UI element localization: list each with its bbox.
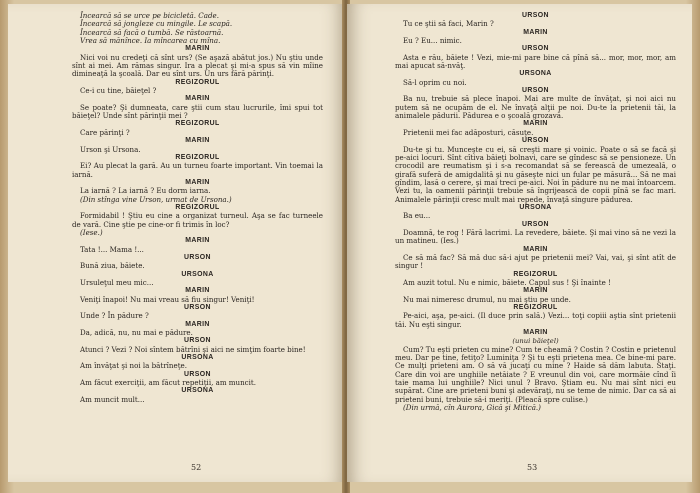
dialogue-line: Ba nu, trebuie să plece înapoi. Mai are multe de învăţat, şi noi aici nu putem să ne ocupăm de el. Ne învaţă alţii pe noi. Du-te la prietenii tăi, la animalele pădurii. Pădurea e o şcoală grozavă. [395, 94, 676, 121]
stage-direction: (Din stînga vine Urson, urmat de Ursona.) [80, 194, 232, 204]
speaker-name: URSON [522, 87, 549, 95]
speaker-name: MARIN [185, 45, 210, 53]
left-page [8, 4, 346, 482]
stage-direction: Încearcă să jongleze cu mingile. Le scapă. [80, 19, 233, 29]
speaker-name: REGIZORUL [175, 120, 220, 128]
dialogue-line: Cum? Tu eşti prieten cu mine? Cum te cheamă ? Costin ? Costin e prietenul meu. Dar pe tine, fetiţo? Luminiţa ? Şi tu eşti prietena mea. Ce bine-mi pare. Ce mulţi prieteni am. O să vă jucaţi cu mine ? Haide să dăm labuta. Staţi. Care din voi are unghiile netăiate ? E vreunul din voi, care mormăie cînd îi taie mama lui unghiile? Nici unul ? Bravo. Ştiam eu. Nu mai sînt nici eu supărat. Cine are prieteni buni şi adevăraţi, nu se teme de nimic. Dar ca să ai prieteni buni, trebuie să-i meriţi. (Pleacă spre culise.) [395, 344, 676, 404]
dialogue-line: Tata !... Mama !... [80, 244, 144, 254]
speaker-name: MARIN [185, 320, 210, 328]
right-page-number: 53 [527, 463, 538, 472]
speaker-name: REGIZORUL [513, 304, 558, 312]
dialogue-line: Bună ziua, băiete. [80, 261, 145, 271]
speaker-name: URSONA [519, 203, 552, 211]
speaker-name: MARIN [185, 237, 210, 245]
speaker-name: REGIZORUL [513, 270, 558, 278]
speaker-name: MARIN [185, 287, 210, 295]
dialogue-line: Tu ce ştii să faci, Marin ? [403, 19, 494, 29]
dialogue-line: Se poate? Şi dumneata, care ştii cum stau lucrurile, îmi spui tot băieţel? Unde sînt părinţii mei ? [72, 102, 323, 121]
speaker-name: URSON [522, 12, 549, 19]
stage-direction: Încearcă să se urce pe bicicletă. Cade. [80, 11, 219, 20]
right-page-text [347, 12, 692, 413]
speaker-direction: (unui băieţel) [512, 337, 559, 346]
speaker-name: URSONA [181, 387, 214, 395]
dialogue-line: Eu ? Eu... nimic. [403, 36, 462, 46]
speaker-name: URSON [522, 137, 549, 145]
speaker-name: REGIZORUL [175, 153, 220, 161]
speaker-name: MARIN [523, 28, 548, 36]
dialogue-line: Am învăţat şi noi la bătrîneţe. [80, 361, 187, 371]
dialogue-line: Am auzit totul. Nu e nimic, băiete. Capul sus ! Şi înainte ! [403, 278, 611, 287]
speaker-name: REGIZORUL [175, 78, 220, 86]
dialogue-line: Formidabil ! Ştiu eu cine a organizat turneul. Aşa se fac turneele de vară. Cine ştie pe cine-or fi trimis în loc? [72, 211, 323, 229]
dialogue-line: Nu mai nimeresc drumul, nu mai ştiu pe unde. [403, 294, 571, 304]
right-page [347, 4, 692, 482]
dialogue-line: Ursuleţul meu mic... [80, 278, 154, 287]
speaker-name: URSON [522, 220, 549, 228]
dialogue-line: Asta e rău, băiete ! Vezi, mie-mi pare bine că pînă să... mor, mor, mor, am mai apucat să-nvăţ. [395, 52, 676, 71]
left-page-text [8, 12, 345, 404]
speaker-name: MARIN [523, 287, 548, 295]
dialogue-line: Du-te şi tu. Munceşte cu ei, să creşti mare şi voinic. Poate o să se facă şi pe-aici locuri. Sînt cîtiva băieţi bolnavi, care se gîndesc să se pensioneze. Un crocodil are reumatism şi i s-a recomandat să se ferească de umezeală, o girafă suferă de amigdalită şi nu găseşte nici un fular pe măsură... Să ne mai gîndim, lasă o cerere, şi mai treci pe-aici. Noi în pădure nu ne mai întoarcem. Vezi tu, la oamenii părinţii trebuie să îngrijească de copii pînă se fac mari. Animalele părinţii cresc mult mai repede, învaţă singure pădurea. [395, 144, 676, 204]
dialogue-line: Atunci ? Vezi ? Noi sîntem bătrîni şi aici ne simţim foarte bine! [80, 344, 306, 354]
stage-direction: Vrea să mănînce. Ia mîncarea cu mîna. [80, 36, 221, 46]
dialogue-line: Să-l oprim cu noi. [403, 77, 467, 87]
dialogue-line: Nici voi nu credeţi că sînt urs? (Se aşază abătut jos.) Nu ştiu unde sînt ai mei. Am rămas singur. Ira a plecat şi mi-a spus să vin mîine dimineaţă la şcoală. Dar eu sînt urs. Un urs fără părinţi. [72, 52, 323, 79]
dialogue-line: Unde ? În pădure ? [80, 311, 149, 321]
dialogue-line: Doamnă, te rog ! Fără lacrimi. La revedere, băiete. Şi mai vino să ne vezi la un matineu. (Ies.) [395, 227, 676, 246]
stage-direction: (Iese.) [80, 227, 103, 237]
speaker-name: URSON [184, 337, 211, 345]
speaker-name: URSON [522, 45, 549, 53]
speaker-name: REGIZORUL [175, 203, 220, 211]
speaker-name: URSON [184, 370, 211, 378]
left-page-number: 52 [191, 463, 202, 472]
speaker-name: MARIN [523, 120, 548, 128]
dialogue-line: Pe-aici, aşa, pe-aici. (Il duce prin sală.) Vezi... toţi copiii aştia sînt prietenii tăi. Nu eşti singur. [395, 311, 676, 329]
dialogue-line: La iarnă ? La iarnă ? Eu dorm iarna. [80, 186, 211, 196]
dialogue-line: Ce-i cu tine, băieţel ? [80, 86, 157, 96]
speaker-name: MARIN [185, 178, 210, 186]
speaker-name: MARIN [523, 329, 548, 337]
speaker-name: URSONA [181, 354, 214, 362]
dialogue-line: Care părinţi ? [80, 127, 130, 137]
dialogue-line: Da, adică, nu, nu mai e pădure. [80, 328, 193, 338]
speaker-name: URSON [184, 304, 211, 312]
dialogue-line: Veniţi înapoi! Nu mai vreau să fiu singur! Veniţi! [80, 294, 255, 304]
speaker-name: URSONA [181, 270, 214, 278]
dialogue-line: Urson şi Ursona. [80, 144, 141, 154]
dialogue-line: Am făcut exerciţii, am făcut repetiţii, am muncit. [80, 378, 257, 388]
dialogue-line: Ce să mă fac? Să mă duc să-i ajut pe prietenii mei? Vai, vai, şi sînt atît de singur ! [395, 252, 676, 271]
speaker-name: MARIN [185, 137, 210, 145]
stage-direction: Încearcă să facă o tumbă. Se răstoarnă. [80, 27, 224, 37]
speaker-name: URSONA [519, 70, 552, 78]
stage-direction: (Din urmă, cîn Aurora, Gică şi Mitică.) [403, 403, 541, 413]
dialogue-line: Prietenii mei fac adăposturi, căsuţe. [403, 127, 534, 137]
speaker-name: URSON [184, 253, 211, 261]
dialogue-line: Am muncit mult... [80, 394, 145, 404]
dialogue-line: Ei? Au plecat la gară. Au un turneu foarte important. Vin toemai la iarnă. [72, 161, 323, 179]
speaker-name: MARIN [185, 95, 210, 103]
dialogue-line: Ba eu... [403, 211, 431, 221]
speaker-name: MARIN [523, 245, 548, 253]
